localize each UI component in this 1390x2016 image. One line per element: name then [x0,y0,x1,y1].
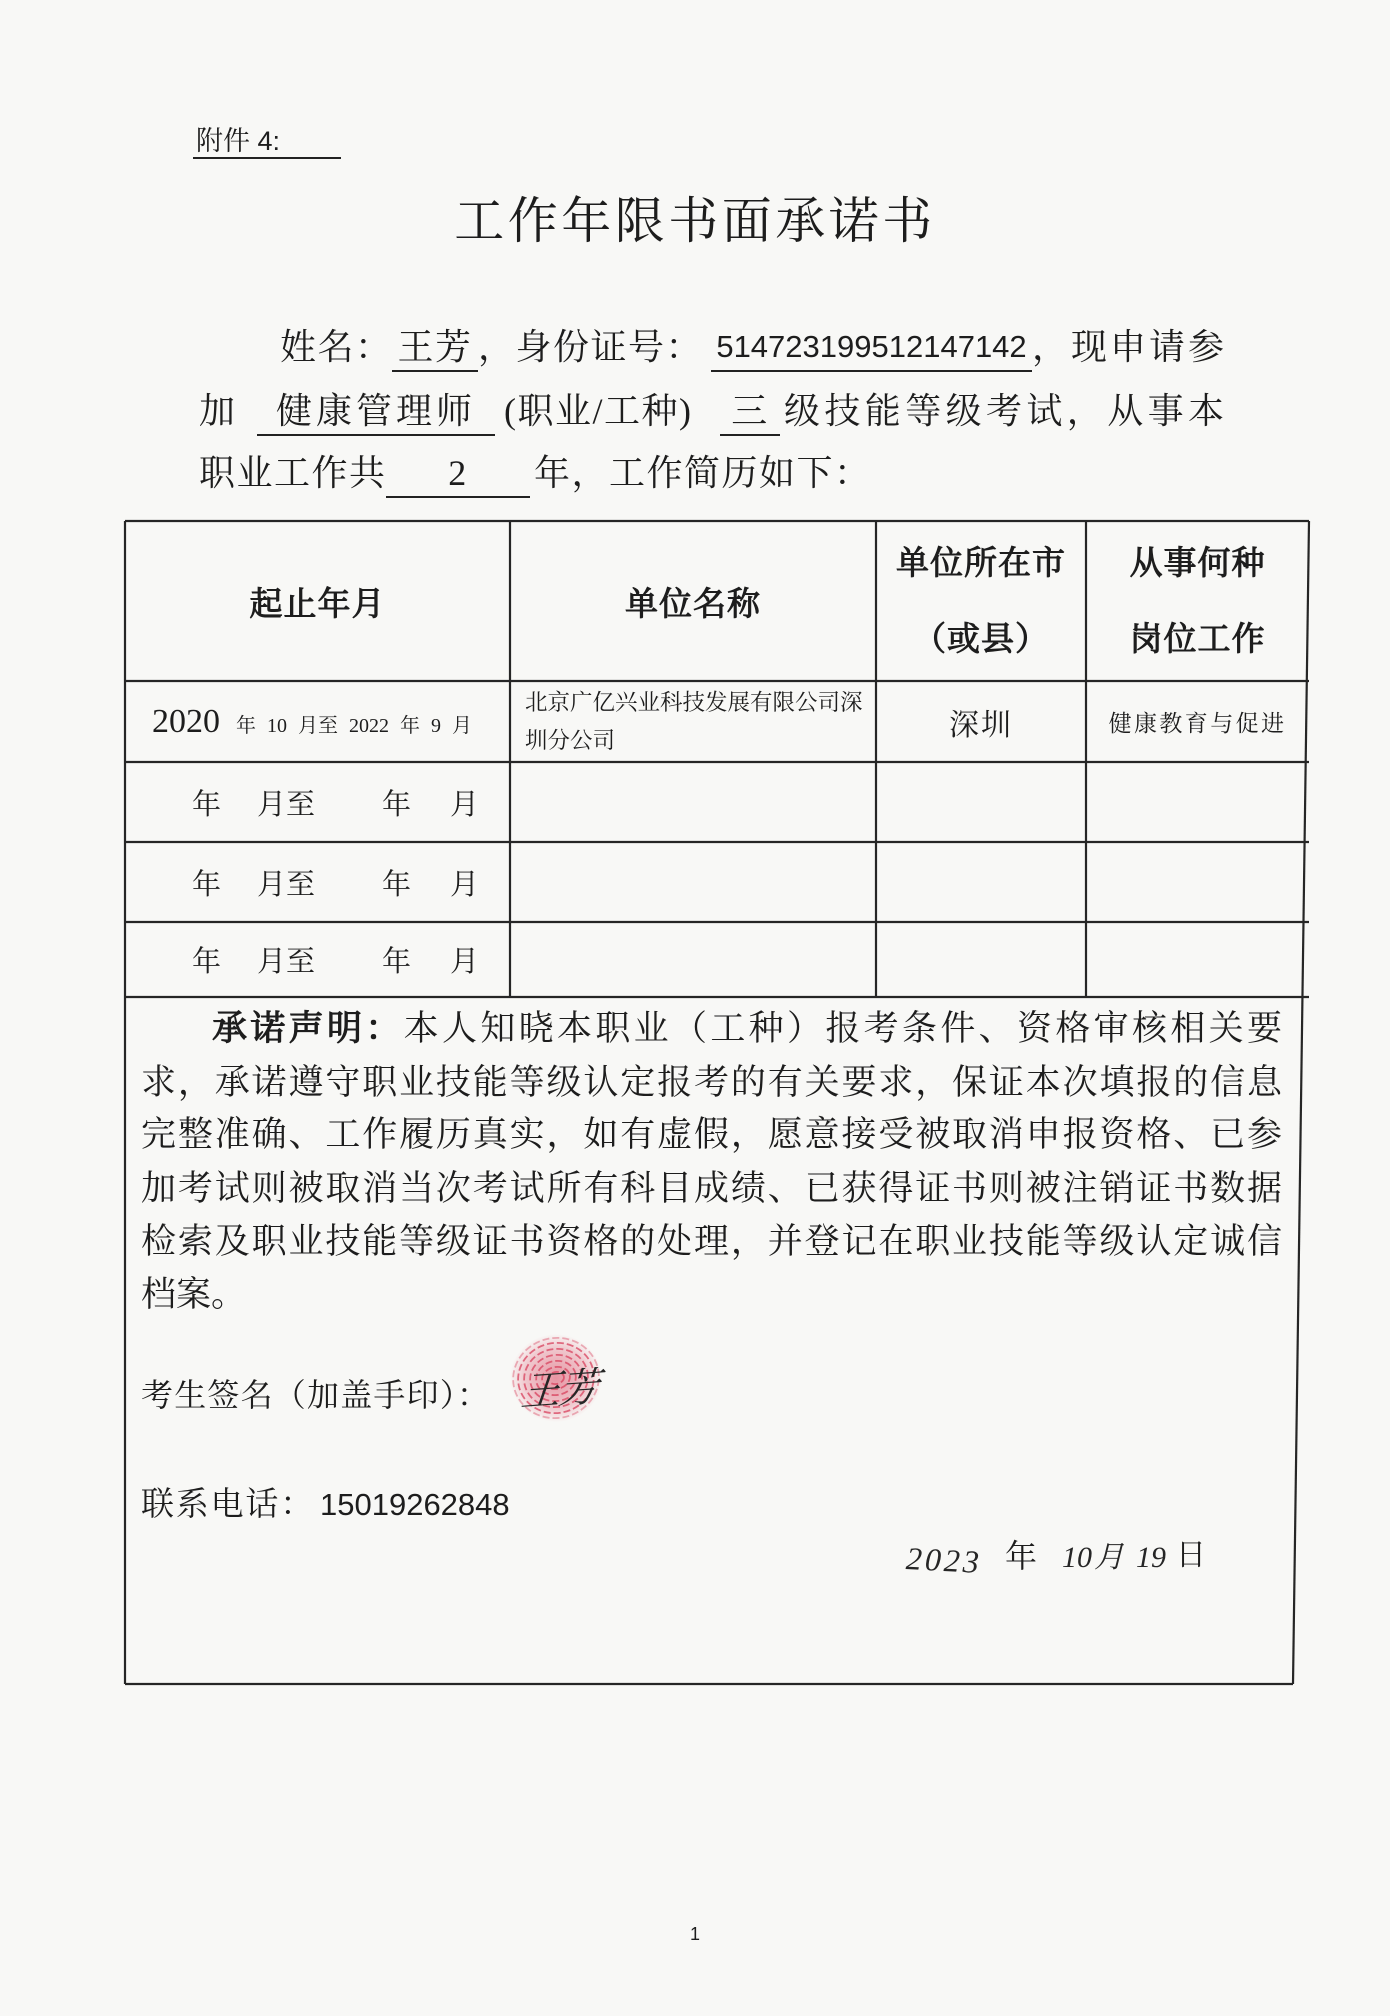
header-city [876,521,1086,681]
date-year-label: 年 [1005,1538,1038,1574]
period-year-label: 年 [192,868,222,901]
period-year-label: 年 [382,788,412,821]
contact-phone: 15019262848 [320,1487,510,1522]
period-cell [125,762,510,842]
statement-line: 检索及职业技能等级证书资格的处理，并登记在职业技能等级认定诚信 [141,1222,1282,1261]
date-year: 2023 [905,1540,983,1580]
id-number: 514723199512147142 [711,324,1032,372]
period-cell [125,842,510,922]
applicant-name: 王芳 [392,324,478,372]
period-cell [125,681,510,762]
period-month-to-label: 月至 [257,946,316,978]
period-year-label: 年 [192,788,222,821]
period-year-label: 年 [192,946,222,978]
contact-label: 联系电话： [141,1487,315,1523]
apply-text: ，现申请参 [1032,327,1228,367]
employer-cell [510,681,876,762]
statement-line: 求，承诺遵守职业技能等级认定报考的有关要求，保证本次填报的信息 [141,1063,1282,1102]
date-day: 19 [1136,1541,1166,1574]
header-city-line: 单位所在市 [896,544,1066,581]
years-suffix: 年，工作简历如下： [534,453,872,493]
signature-label: 考生签名（加盖手印）： [141,1377,491,1413]
date-day-label: 日 [1176,1539,1206,1572]
period-value [152,703,472,741]
years-label: 职业工作共 [199,453,387,493]
period-month-label: 月 [450,946,480,978]
signature-handwriting: 王芳 [518,1364,600,1415]
statement-text: 本人知晓本职业（工种）报考条件、资格审核相关要 [403,1009,1282,1048]
period-rest: 年 10 月至 2022 年 9 月 [236,714,472,737]
attachment-label: 附件 4: [193,126,341,159]
start-year: 2020 [152,702,220,740]
period-month-to-label: 月至 [257,788,316,821]
period-year-label: 年 [382,946,412,978]
city-cell: 深圳 [949,708,1013,742]
name-label: 姓名： [280,327,393,367]
date-month: 10 [1062,1541,1092,1574]
occupation-label: (职业/工种) [504,391,693,431]
date-month-label: 月 [1094,1541,1124,1574]
header-period: 起止年月 [249,584,386,622]
id-label: ，身份证号： [478,327,704,367]
period-year-label: 年 [382,868,412,901]
page-title: 工作年限书面承诺书 [454,193,936,249]
header-position-line: 从事何种 [1129,544,1266,581]
join-text: 加 [199,391,237,431]
header-city-line: （或县） [913,620,1049,657]
header-position-line: 岗位工作 [1129,620,1266,657]
occupation-value: 健康管理师 [257,388,495,436]
header-employer: 单位名称 [625,584,761,622]
page-number: 1 [689,1924,700,1944]
level-text: 级技能等级考试，从事本 [784,391,1229,431]
period-cell [125,922,510,997]
years-value: 2 [386,450,530,498]
statement-line: 档案。 [141,1275,247,1314]
statement-line [212,1002,1282,1055]
period-month-label: 月 [450,868,480,901]
header-position [1086,521,1309,681]
statement-line: 完整准确、工作履历真实，如有虚假，愿意接受被取消申报资格、已参 [141,1115,1282,1154]
period-month-label: 月 [450,788,480,821]
period-month-to-label: 月至 [257,868,316,901]
employer-value: 北京广亿兴业科技发展有限公司深圳分公司 [525,689,863,753]
statement-label: 承诺声明： [212,1009,404,1048]
statement-line: 加考试则被取消当次考试所有科目成绩、已获得证书则被注销证书数据 [141,1169,1282,1208]
position-cell: 健康教育与促进 [1108,711,1287,736]
level-value: 三 [720,388,780,436]
